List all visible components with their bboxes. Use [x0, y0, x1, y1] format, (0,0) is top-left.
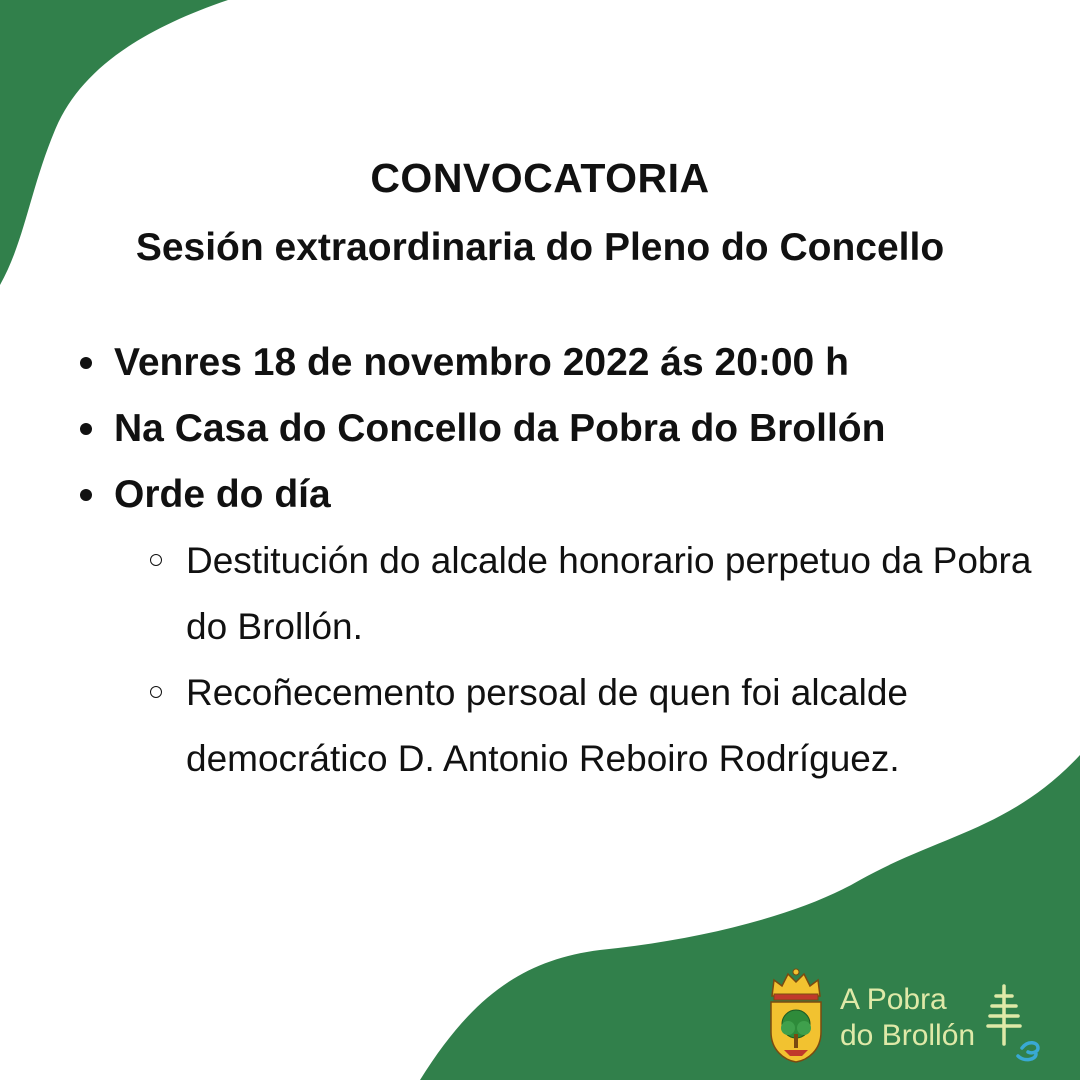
date-text: Venres 18 de novembro 2022 ás 20:00 h [114, 341, 849, 384]
circle-bullet-icon [150, 554, 162, 566]
bullet-icon [80, 489, 92, 501]
agenda-item-2 [72, 660, 1066, 792]
details-list [72, 330, 1052, 528]
coat-of-arms-icon [766, 966, 826, 1064]
agenda-item-text: Recoñecemento persoal de quen foi alcalde democrático D. Antonio Reboiro Rodríguez. [186, 672, 908, 779]
list-item-agenda [72, 462, 1052, 528]
place-text: Na Casa do Concello da Pobra do Brollón [114, 407, 886, 450]
agenda-heading: Orde do día [114, 473, 331, 516]
agenda-item-text: Destitución do alcalde honorario perpetuo da Pobra do Brollón. [186, 540, 1032, 647]
logo-line-1: A Pobra [840, 983, 947, 1016]
municipality-logo [766, 966, 1056, 1066]
list-item-place [72, 396, 1052, 462]
bullet-icon [80, 423, 92, 435]
circle-bullet-icon [150, 686, 162, 698]
agenda-list [72, 528, 1052, 792]
logo-text [840, 982, 975, 1054]
bullet-icon [80, 357, 92, 369]
logo-line-2: do Brollón [840, 1019, 976, 1052]
tree-icon [984, 982, 1044, 1062]
page-subtitle: Sesión extraordinaria do Pleno do Concello [135, 226, 945, 269]
list-item-date [72, 330, 1052, 396]
agenda-item-1 [72, 528, 1066, 660]
page-title: CONVOCATORIA [370, 155, 710, 201]
